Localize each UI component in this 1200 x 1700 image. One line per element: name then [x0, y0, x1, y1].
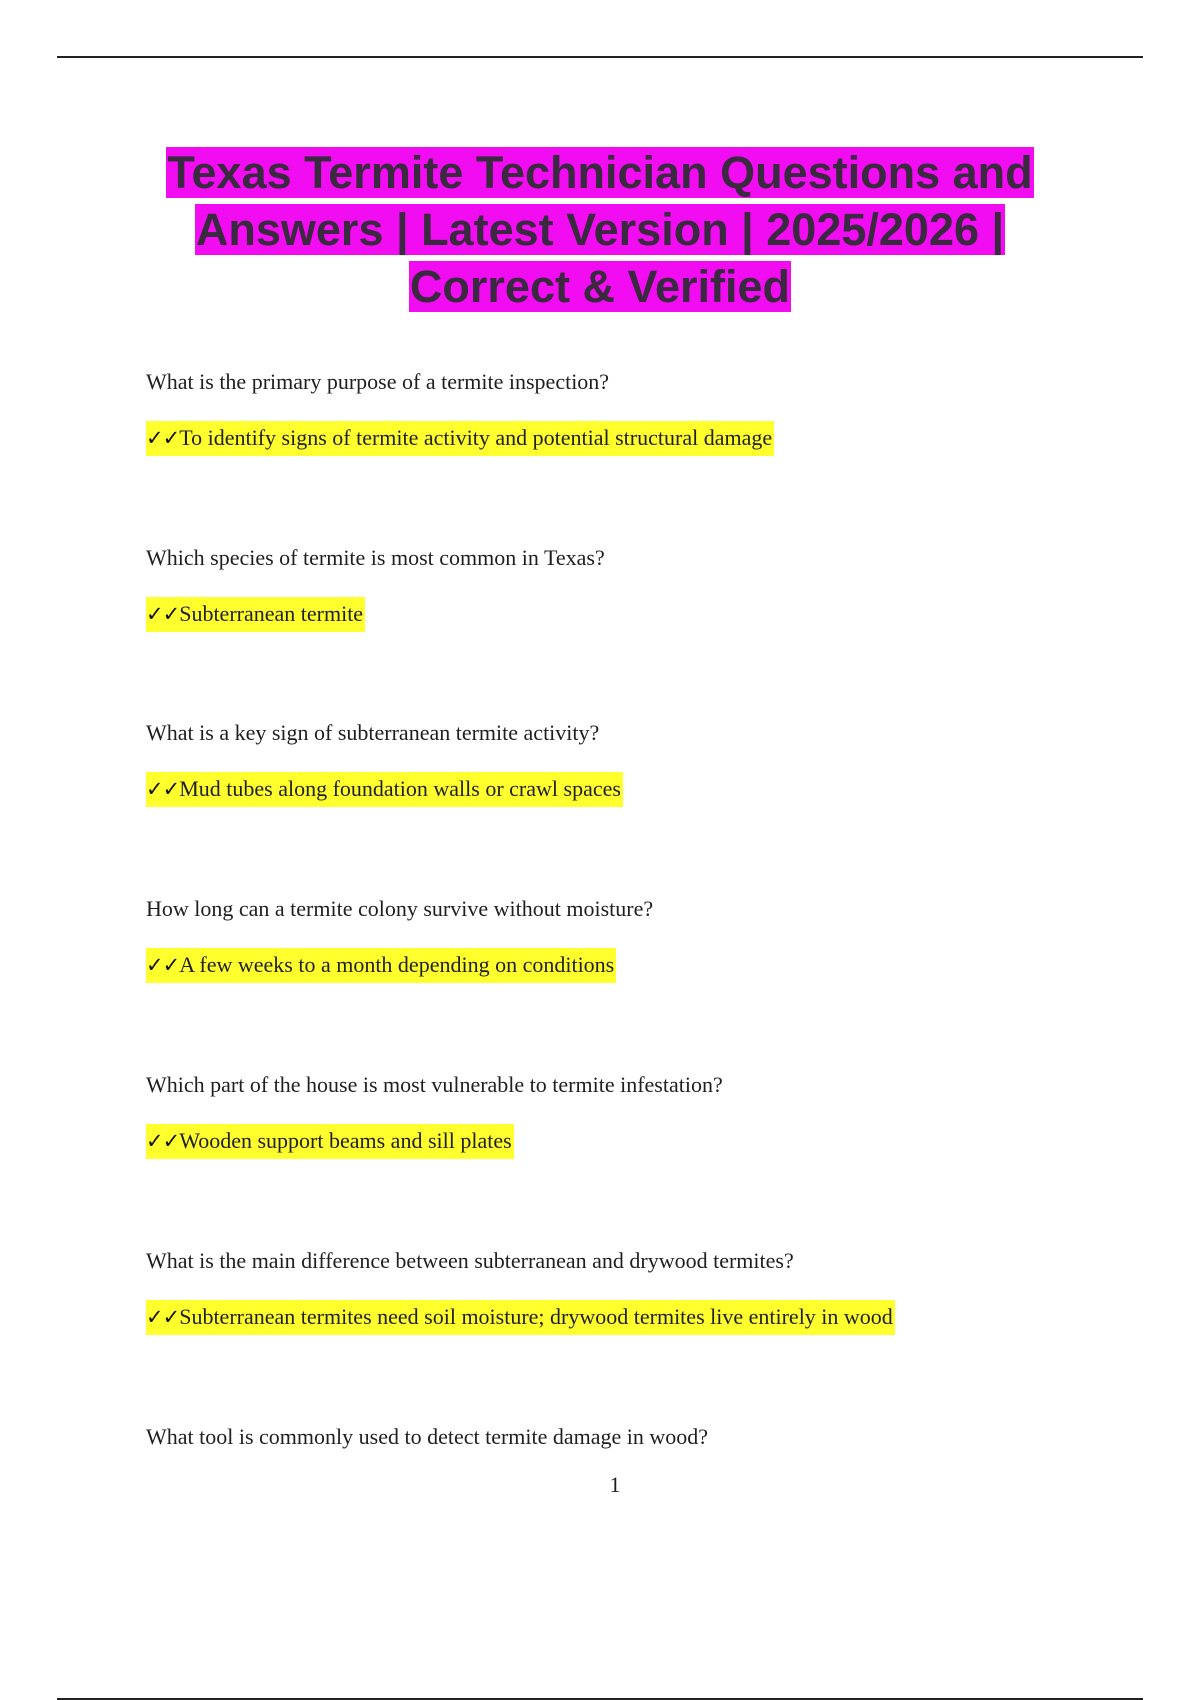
question-text: What is the primary purpose of a termite inspection? — [146, 369, 610, 394]
qa-item-7 — [146, 1424, 1106, 1450]
double-check-icon: ✓✓ — [146, 602, 180, 626]
answer-text: A few weeks to a month depending on conditions — [179, 952, 615, 977]
page-number: 1 — [609, 1472, 621, 1497]
answer-highlight — [146, 1300, 895, 1335]
question-text: Which species of termite is most common in Texas? — [146, 545, 605, 570]
header-rule — [57, 56, 1143, 58]
qa-item-1 — [146, 369, 1106, 451]
answer-line — [146, 952, 1106, 978]
double-check-icon: ✓✓ — [146, 426, 180, 450]
answer-text: To identify signs of termite activity and potential structural damage — [179, 425, 773, 450]
double-check-icon: ✓✓ — [146, 777, 180, 801]
answer-line — [146, 1304, 1106, 1330]
double-check-icon: ✓✓ — [146, 953, 180, 977]
answer-text: Subterranean termite — [179, 601, 364, 626]
answer-highlight — [146, 421, 774, 456]
answer-highlight — [146, 948, 616, 983]
question-text: What tool is commonly used to detect termite damage in wood? — [146, 1424, 709, 1449]
qa-item-3 — [146, 720, 1106, 802]
answer-line — [146, 601, 1106, 627]
question-text: How long can a termite colony survive without moisture? — [146, 896, 654, 921]
answer-text: Mud tubes along foundation walls or crawl spaces — [179, 776, 621, 801]
document-title — [150, 144, 1050, 315]
answer-text: Subterranean termites need soil moisture; drywood termites live entirely in wood — [179, 1304, 893, 1329]
answer-line — [146, 425, 1106, 451]
question-text: Which part of the house is most vulnerable to termite infestation? — [146, 1072, 723, 1097]
question-text: What is a key sign of subterranean termite activity? — [146, 720, 600, 745]
answer-line — [146, 1128, 1106, 1154]
qa-item-2 — [146, 545, 1106, 627]
answer-highlight — [146, 772, 623, 807]
answer-text: Wooden support beams and sill plates — [179, 1128, 512, 1153]
qa-item-6 — [146, 1248, 1106, 1330]
question-text: What is the main difference between subterranean and drywood termites? — [146, 1248, 794, 1273]
double-check-icon: ✓✓ — [146, 1305, 180, 1329]
answer-highlight — [146, 1124, 514, 1159]
qa-item-4 — [146, 896, 1106, 978]
qa-item-5 — [146, 1072, 1106, 1154]
answer-highlight — [146, 597, 365, 632]
document-title-text: Texas Termite Technician Questions and Answers | Latest Version | 2025/2026 | Correct & Verified — [167, 147, 1033, 312]
answer-line — [146, 776, 1106, 802]
double-check-icon: ✓✓ — [146, 1129, 180, 1153]
